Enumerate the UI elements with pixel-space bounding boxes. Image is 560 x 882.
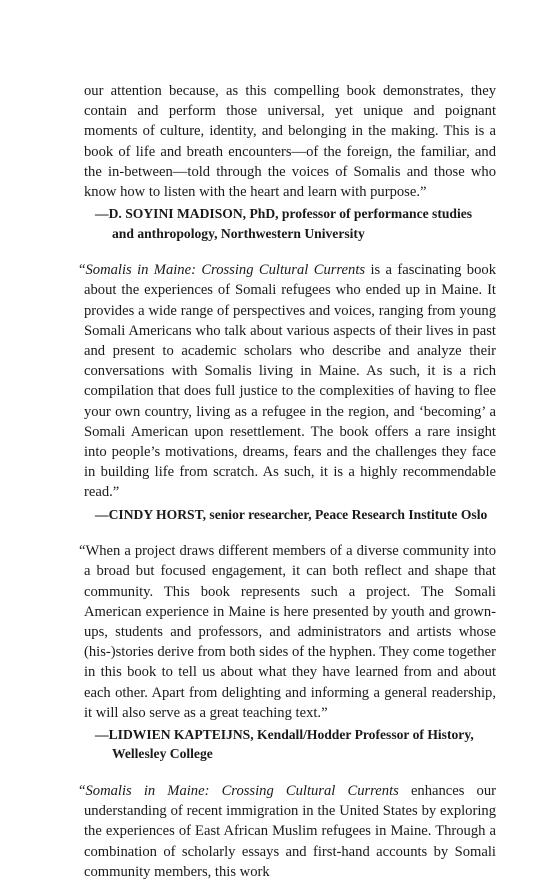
testimonial-body: When a project draws different members of a diverse community into a broad but focused engagement, it can both reflect and shape that community. This book represents such a project. The Somali American experience in Maine is here presented by youth and grown-ups, students and professors, and administrators and artists whose (his-)stories derive from both sides of the hyphen. They come together in this book to tell us about what they have learned from and about each other. Apart from delighting and informing a general readership, it will also serve as a great teaching text.” xyxy=(84,543,496,721)
testimonial-madison xyxy=(84,81,496,243)
praise-section xyxy=(79,81,497,882)
testimonial-attribution: —D. SOYINI MADISON, PhD, professor of performance studies and anthropology, Northwestern University xyxy=(95,206,473,241)
testimonial-horst xyxy=(79,260,496,524)
book-title: Somalis in Maine: Crossing Cultural Currents xyxy=(85,262,366,279)
testimonial-kapteijns xyxy=(79,541,496,764)
book-title: Somalis in Maine: Crossing Cultural Currents xyxy=(85,782,399,799)
testimonial-body: our attention because, as this compelling book demonstrates, they contain and perform those universal, yet unique and poignant moments of culture, identity, and belonging in the making. This is a book of life and breath encounters—of the foreign, the familiar, and the in-between—told through the voices of Somalis and those who know how to listen with the heart and learn with purpose.” xyxy=(84,83,496,201)
testimonial-attribution: —LIDWIEN KAPTEIJNS, Kendall/Hodder Professor of History, Wellesley College xyxy=(95,726,474,762)
testimonial-body: enhances our understanding of recent immigration in the United States by exploring the experiences of East African Muslim refugees in Maine. Through a combination of scholarly essays and first-hand accounts by Somali community members, this work xyxy=(84,782,497,880)
testimonial-text xyxy=(84,81,496,202)
testimonial-text xyxy=(79,781,497,882)
testimonial-attribution: —CINDY HORST, senior researcher, Peace Research Institute Oslo xyxy=(95,506,488,522)
open-quote-mark: “ xyxy=(79,262,86,279)
open-quote-mark: “ xyxy=(79,543,86,560)
open-quote-mark: “ xyxy=(79,782,86,799)
testimonial-body: is a fascinating book about the experiences of Somali refugees who ended up in Maine. It provides a wide range of perspectives and voices, ranging from young Somali Americans who talk about various aspects of their lives in past and present to academic scholars who describe and analyze their conversations with Somalis living in Maine. As such, it is a rich compilation that does full justice to the complexities of having to flee your own country, living as a refugee in the region, and ‘becoming’ a Somali American upon resettlement. The book offers a rare insight into people’s motivations, dreams, fears and the challenges they face in building life from scratch. As such, it is a highly recommendable read.” xyxy=(84,262,496,501)
testimonial-fourth xyxy=(79,781,497,882)
testimonial-text xyxy=(79,260,496,502)
testimonial-text xyxy=(79,541,496,723)
